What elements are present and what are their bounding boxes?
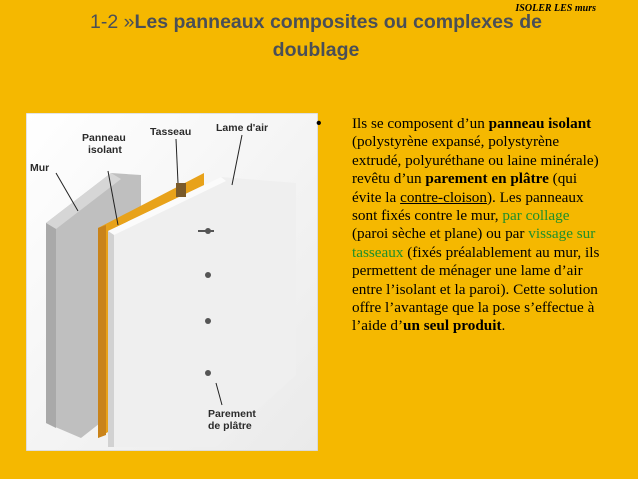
label-parement-1: Parement	[208, 408, 256, 420]
batten	[176, 183, 186, 197]
title-number: 1-2 »	[90, 11, 135, 33]
header-tag: ISOLER LES murs	[515, 3, 596, 14]
label-lame: Lame d'air	[216, 122, 269, 134]
label-panneau-1: Panneau	[82, 132, 126, 144]
plaster-edge	[108, 231, 114, 447]
body-t1: Ils se composent d’un	[352, 115, 489, 132]
screw-3	[205, 318, 211, 324]
wall-diagram	[26, 113, 318, 451]
bullet: •	[316, 115, 322, 132]
title-text: Les panneaux composites ou complexes de doublage	[134, 11, 542, 61]
insulation-edge	[98, 225, 106, 438]
body-t7: .	[501, 317, 506, 335]
body-green-collage: par collage	[502, 207, 570, 225]
label-panneau-2: isolant	[88, 144, 122, 156]
screw-4	[205, 370, 211, 376]
body-t3: (qui évite la	[352, 170, 578, 206]
body-green-vissage: vissage sur tasseaux	[352, 225, 596, 261]
body-t6: (fixés préalablement au mur, ils permettent de ménager une lame d’air entre l’isolant et la paroi). Cette solution offre l’avantage que la pose s’effectue à l’aide d’	[352, 243, 600, 335]
body-t4: ). Les panneaux sont fixés contre le mur,	[352, 188, 584, 225]
body-text	[316, 115, 608, 336]
label-tasseau: Tasseau	[150, 126, 192, 138]
page-title	[56, 8, 576, 64]
screw-2	[205, 272, 211, 278]
wall-side	[46, 223, 56, 428]
body-t2: (polystyrène expansé, polystyrène extrudé, polyuréthane ou laine minérale) revêtu d’un	[352, 133, 599, 188]
label-mur: Mur	[30, 162, 50, 174]
body-underline-contre-cloison: contre-cloison	[400, 188, 487, 206]
body-paragraph	[332, 115, 608, 336]
wall-diagram-svg	[26, 113, 318, 451]
body-bold-parement: parement en plâtre	[425, 170, 549, 188]
label-parement-2: de plâtre	[208, 420, 252, 432]
body-bold-panneau: panneau isolant	[488, 115, 592, 132]
body-bold-seul-produit: un seul produit	[403, 317, 502, 335]
body-t5: (paroi sèche et plane) ou par	[352, 225, 529, 243]
